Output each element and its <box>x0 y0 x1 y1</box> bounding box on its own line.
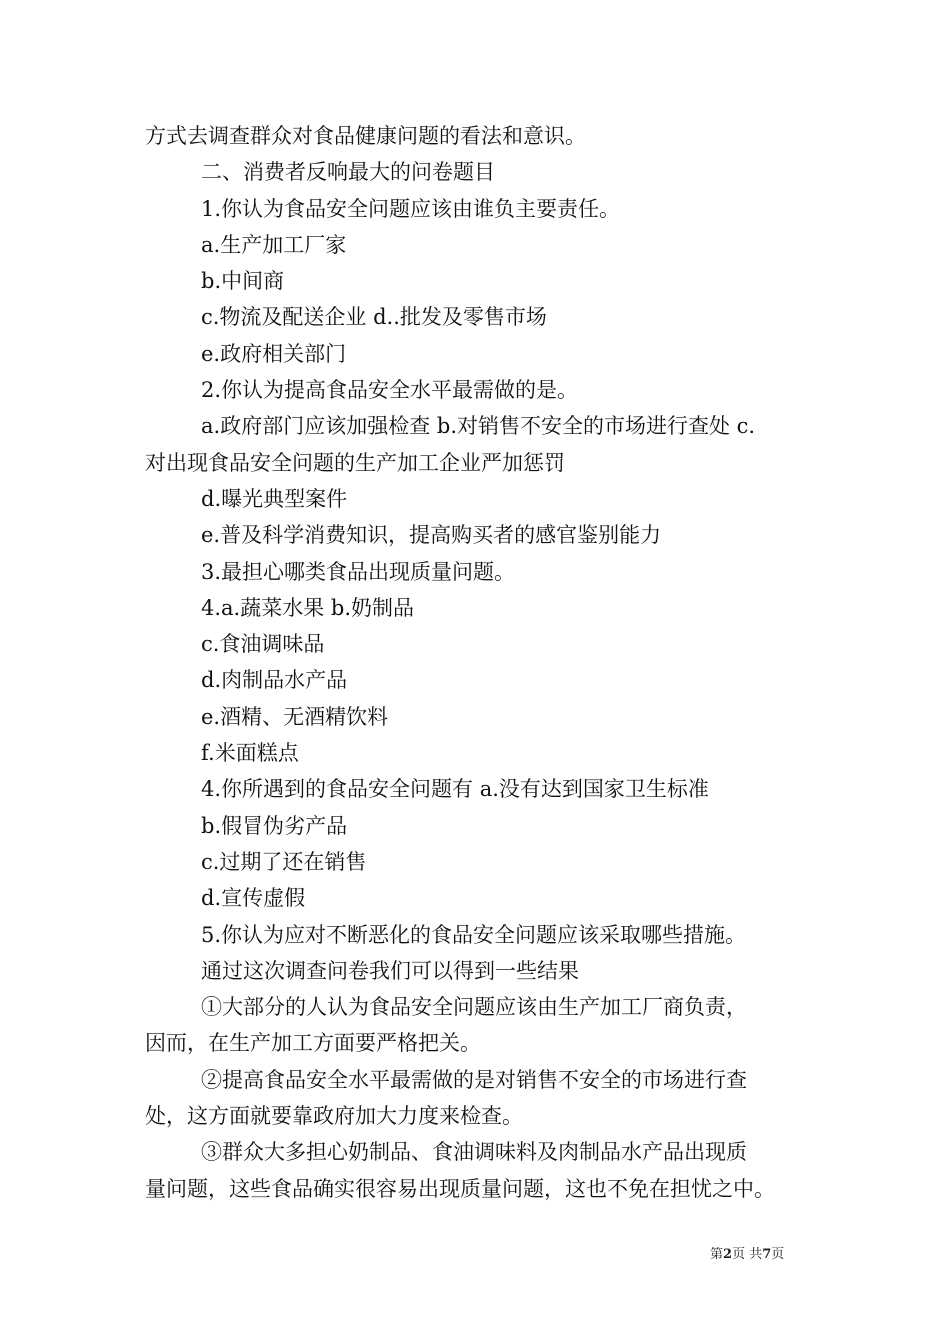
text-line: 4.a.蔬菜水果 b.奶制品 <box>201 595 415 620</box>
text-line: e.普及科学消费知识，提高购买者的感官鉴别能力 <box>201 523 662 548</box>
text-line: a.生产加工厂家 <box>201 232 347 257</box>
text-line: c.食油调味品 <box>201 632 325 657</box>
text-line: 二、消费者反响最大的问卷题目 <box>201 160 495 185</box>
text-line: 1.你认为食品安全问题应该由谁负主要责任。 <box>201 196 621 221</box>
text-line: d.肉制品水产品 <box>201 668 348 693</box>
text-line: 量问题，这些食品确实很容易出现质量问题，这也不免在担忧之中。 <box>145 1176 775 1201</box>
text-line: d.曝光典型案件 <box>201 486 348 511</box>
text-line: 因而，在生产加工方面要严格把关。 <box>145 1031 481 1056</box>
current-page-number: 2 <box>723 1247 733 1262</box>
text-line: ②提高食品安全水平最需做的是对销售不安全的市场进行查 <box>201 1067 747 1092</box>
text-line: 处，这方面就要靠政府加大力度来检查。 <box>145 1104 523 1129</box>
text-line: 对出现食品安全问题的生产加工企业严加惩罚 <box>145 450 565 475</box>
text-line: 3.最担心哪类食品出现质量问题。 <box>201 559 516 584</box>
text-line: a.政府部门应该加强检查 b.对销售不安全的市场进行查处 c. <box>201 414 756 439</box>
text-line: f.米面糕点 <box>201 741 299 766</box>
text-line: 方式去调查群众对食品健康问题的看法和意识。 <box>145 124 586 148</box>
footer-middle: 页 共 <box>732 1247 763 1262</box>
text-line: b.假冒伪劣产品 <box>201 813 348 838</box>
text-line: ③群众大多担心奶制品、食油调味料及肉制品水产品出现质 <box>201 1140 747 1165</box>
text-line: 4.你所遇到的食品安全问题有 a.没有达到国家卫生标准 <box>201 777 709 802</box>
text-line: 2.你认为提高食品安全水平最需做的是。 <box>201 378 579 403</box>
text-line: e.政府相关部门 <box>201 341 347 366</box>
page-number-footer <box>710 1246 820 1264</box>
total-page-count: 7 <box>762 1247 772 1262</box>
text-line: 通过这次调查问卷我们可以得到一些结果 <box>201 958 579 983</box>
text-line: c.物流及配送企业 d..批发及零售市场 <box>201 305 547 330</box>
text-line: b.中间商 <box>201 269 285 294</box>
text-line: e.酒精、无酒精饮料 <box>201 704 389 729</box>
text-line: 5.你认为应对不断恶化的食品安全问题应该采取哪些措施。 <box>201 922 747 947</box>
footer-prefix: 第 <box>710 1247 724 1262</box>
text-line: c.过期了还在销售 <box>201 849 367 874</box>
body-text <box>145 118 811 1207</box>
text-line: ①大部分的人认为食品安全问题应该由生产加工厂商负责， <box>201 995 747 1020</box>
footer-suffix: 页 <box>771 1247 785 1262</box>
text-line: d.宣传虚假 <box>201 886 306 911</box>
